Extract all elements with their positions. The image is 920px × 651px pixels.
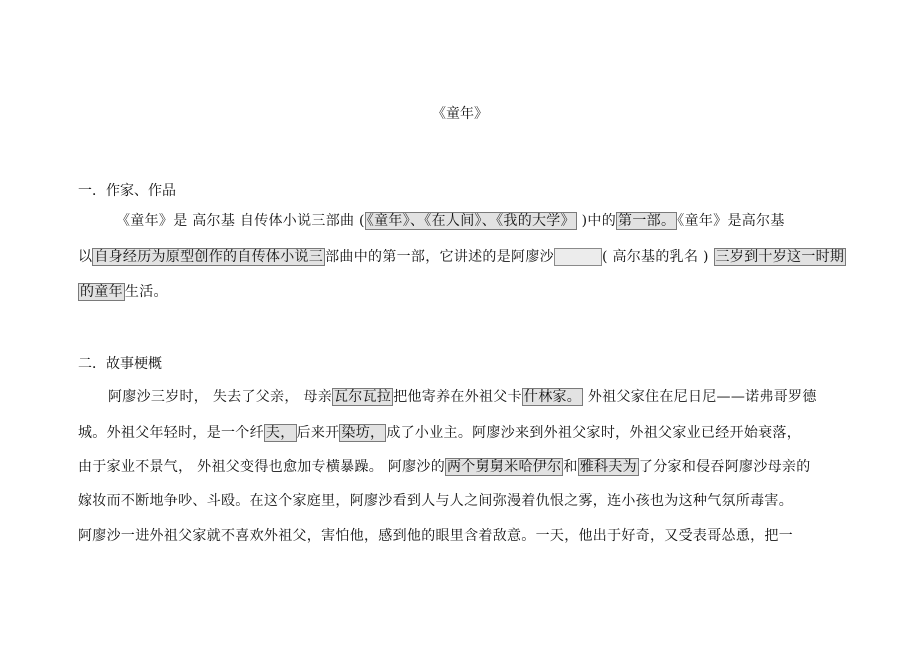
paragraph-1-line-2 (78, 247, 848, 267)
paragraph-2-line-1 (108, 387, 878, 407)
paragraph-1-line-1 (116, 211, 886, 231)
text-run: 由于家业不景气， 外祖父变得也愈加专横暴躁。 阿廖沙的 (78, 459, 445, 475)
paragraph-2-line-4: 嫁妆而不断地争吵、斗殴。在这个家庭里，阿廖沙看到人与人之间弥漫着仇恨之雾，连小孩也为这种气氛所毒害。 (78, 493, 793, 509)
text-run: 和 (563, 459, 578, 475)
text-run: )中的 (576, 213, 617, 229)
highlight-childhood: 的童年 (80, 284, 123, 300)
highlight-mother-name: 瓦尔瓦拉 (334, 389, 392, 405)
text-run: 以 (78, 249, 93, 265)
paragraph-1-line-3 (78, 282, 848, 302)
paragraph-2-line-2 (78, 423, 848, 443)
section-heading-summary: 二．故事梗概 (78, 356, 162, 372)
text-run: 城。外祖父年轻时，是一个纤 (78, 425, 264, 441)
text-run: 阿廖沙三岁时， 失去了父亲， 母亲 (108, 389, 332, 405)
highlight-yakov: 雅科夫为 (579, 459, 637, 475)
highlight-trilogy: 《童年》、《在人间》、《我的大学》 (366, 213, 575, 229)
paragraph-2-line-3 (78, 457, 848, 477)
text-run: 成了小业主。阿廖沙来到外祖父家时，外祖父家业已经开始衰落， (386, 425, 802, 441)
text-run: 《童年》是 高尔基 自传体小说三部曲 ( (116, 213, 365, 229)
highlight-boatman: 夫， (265, 425, 295, 441)
blank-box (554, 248, 602, 266)
text-run: 后来开 (296, 425, 340, 441)
paragraph-2-line-5: 阿廖沙一进外祖父家就不喜欢外祖父，害怕他，感到他的眼里含着敌意。一天，他出于好奇，又受表哥怂恿，把一 (78, 528, 793, 544)
highlight-family-name: 什林家。 (523, 389, 582, 405)
highlight-based-on-experience: 自身经历为原型创作的自传体小说三 (94, 249, 324, 265)
highlight-age-range: 三岁到十岁这一时期 (715, 249, 845, 265)
text-run: 了分家和侵吞阿廖沙母亲的 (638, 459, 811, 475)
text-run: 部曲中的第一部，它讲述的是阿廖沙 (325, 249, 554, 265)
section-heading-author: 一．作家、作品 (78, 183, 176, 199)
text-run: 生活。 (124, 284, 168, 300)
highlight-first-part: 第一部。 (618, 213, 676, 229)
text-run: 外祖父家住在尼日尼——诺弗哥罗德 (583, 389, 817, 405)
text-run: ( 高尔基的乳名 ) (601, 249, 714, 265)
highlight-uncles: 两个舅舅米哈伊尔 (447, 459, 562, 475)
document-title: 《童年》 (432, 106, 488, 122)
highlight-dyeworks: 染坊， (341, 425, 385, 441)
text-run: 《童年》是高尔基 (677, 213, 785, 229)
text-run: 把他寄养在外祖父卡 (393, 389, 522, 405)
